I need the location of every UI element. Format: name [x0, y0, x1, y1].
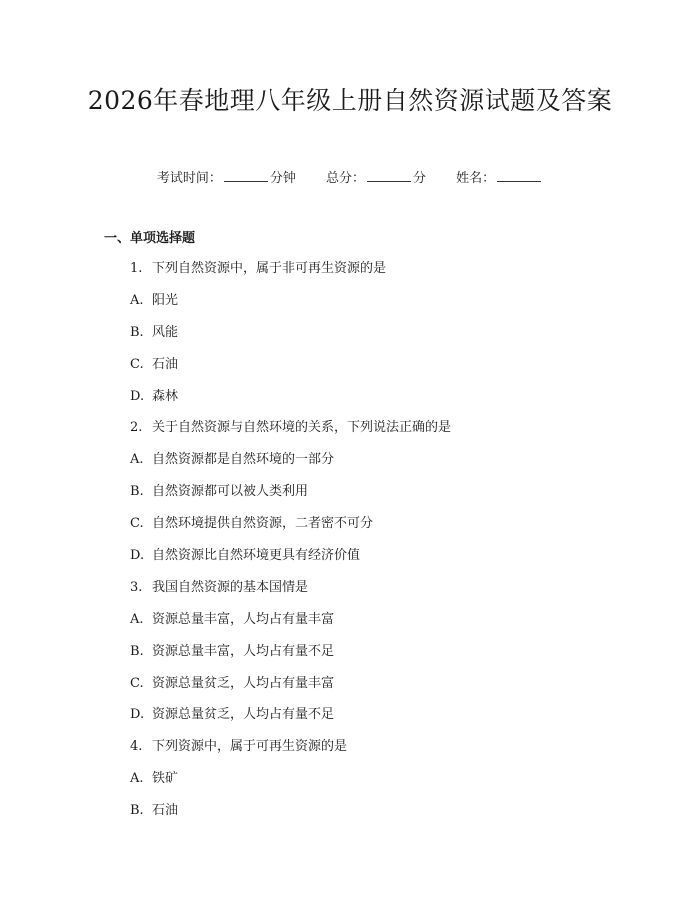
option-key: D. [130, 707, 145, 723]
total-score-label: 总分： [325, 171, 365, 186]
question-text: 关于自然资源与自然环境的关系，下列说法正确的是 [152, 420, 452, 436]
option-key: C. [130, 356, 144, 372]
name-blank [497, 168, 541, 182]
option-key: A. [130, 771, 144, 787]
option-text: 资源总量丰富，人均占有量丰富 [152, 611, 335, 627]
answer-option [130, 769, 451, 801]
option-text: 阳光 [152, 292, 179, 308]
answer-option [130, 482, 451, 514]
question-text: 我国自然资源的基本国情是 [152, 579, 309, 595]
option-key: A. [130, 611, 144, 627]
question-stem [130, 737, 451, 769]
answer-option [130, 450, 451, 482]
answer-option [130, 514, 451, 546]
total-score-blank [367, 168, 411, 182]
answer-option [130, 323, 451, 355]
option-key: B. [130, 643, 144, 659]
option-key: B. [130, 484, 144, 500]
question-number: 1. [130, 261, 143, 276]
exam-time-unit: 分钟 [269, 171, 296, 186]
option-key: A. [130, 292, 144, 308]
option-text: 自然资源都是自然环境的一部分 [152, 452, 335, 468]
answer-option [130, 610, 451, 642]
answer-option [130, 801, 451, 833]
question-stem [130, 259, 451, 291]
option-text: 自然环境提供自然资源，二者密不可分 [152, 516, 374, 532]
answer-option [130, 387, 451, 419]
option-text: 资源总量贫乏，人均占有量不足 [152, 707, 335, 723]
question-number: 3. [130, 579, 143, 595]
answer-option [130, 674, 451, 706]
page-title: 2026年春地理八年级上册自然资源试题及答案 [87, 86, 613, 115]
question-list [130, 259, 451, 833]
option-key: B. [130, 324, 144, 340]
option-key: D. [130, 548, 145, 564]
question-stem [130, 418, 451, 450]
question-number: 2. [130, 420, 143, 436]
option-key: C. [130, 516, 144, 532]
option-text: 铁矿 [152, 771, 179, 787]
option-key: C. [130, 675, 144, 691]
option-text: 风能 [152, 324, 179, 340]
option-text: 自然资源比自然环境更具有经济价值 [152, 548, 361, 564]
answer-option [130, 546, 451, 578]
answer-option [130, 705, 451, 737]
exam-info-line [0, 168, 700, 189]
option-key: A. [130, 452, 144, 468]
total-score-field [326, 168, 426, 189]
option-text: 自然资源都可以被人类利用 [152, 484, 309, 500]
section-heading: 一、单项选择题 [104, 231, 196, 246]
option-text: 石油 [152, 803, 179, 819]
name-label: 姓名： [456, 171, 496, 186]
option-text: 森林 [152, 388, 179, 404]
total-score-unit: 分 [413, 171, 427, 186]
option-text: 石油 [152, 356, 179, 372]
option-key: D. [130, 388, 145, 404]
exam-time-blank [224, 168, 268, 182]
option-text: 资源总量贫乏，人均占有量丰富 [152, 675, 335, 691]
question-number: 4. [130, 739, 143, 755]
option-text: 资源总量丰富，人均占有量不足 [152, 643, 335, 659]
answer-option [130, 642, 451, 674]
question-stem [130, 578, 451, 610]
question-text: 下列资源中，属于可再生资源的是 [152, 739, 348, 755]
answer-option [130, 291, 451, 323]
exam-time-label: 考试时间： [156, 171, 222, 186]
name-field [456, 168, 543, 189]
question-text: 下列自然资源中，属于非可再生资源的是 [152, 261, 387, 276]
answer-option [130, 355, 451, 387]
option-key: B. [130, 803, 144, 819]
exam-time-field [157, 168, 296, 189]
